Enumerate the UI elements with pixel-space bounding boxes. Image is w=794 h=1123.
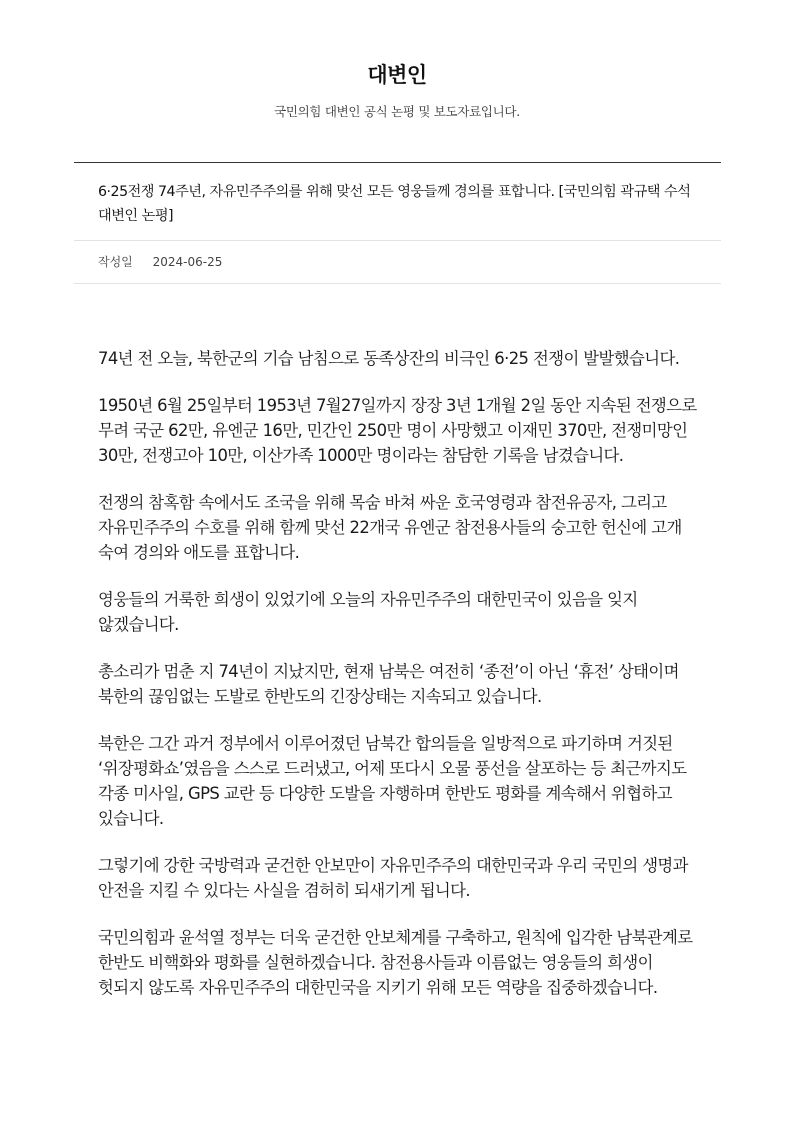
body-paragraph: 74년 전 오늘, 북한군의 기습 남침으로 동족상잔의 비극인 6·25 전쟁이 발발했습니다. — [98, 349, 680, 368]
article-body — [98, 346, 702, 1022]
meta-divider — [74, 283, 721, 284]
date-label: 작성일 — [98, 255, 133, 269]
body-paragraph: 그렇기에 강한 국방력과 굳건한 안보만이 자유민주주의 대한민국과 우리 국민의 생명과 안전을 지킬 수 있다는 사실을 겸허히 되새기게 됩니다. — [98, 856, 688, 900]
body-paragraph: 총소리가 멈춘 지 74년이 지났지만, 현재 남북은 여전히 ‘종전’이 아닌 ‘휴전’ 상태이며 북한의 끊임없는 도발로 한반도의 긴장상태는 지속되고 있습니다. — [98, 662, 679, 706]
body-paragraph: 영웅들의 거룩한 희생이 있었기에 오늘의 자유민주주의 대한민국이 있음을 잊지 않겠습니다. — [98, 590, 638, 634]
header-divider — [74, 162, 721, 163]
article-title: 6·25전쟁 74주년, 자유민주주의를 위해 맞선 모든 영웅들께 경의를 표합니다. [국민의힘 곽규택 수석대변인 논평] — [98, 184, 691, 224]
article-meta — [98, 252, 222, 272]
body-paragraph: 국민의힘과 윤석열 정부는 더욱 굳건한 안보체계를 구축하고, 원칙에 입각한 남북관계로 한반도 비핵화와 평화를 실현하겠습니다. 참전용사들과 이름없는 영웅들의 희생이 헛되지 않도록 자유민주주의 대한민국을 지키기 위해 모든 역량을 집중하겠습니다. — [98, 928, 693, 997]
title-divider — [74, 240, 721, 241]
page-subtitle: 국민의힘 대변인 공식 논평 및 보도자료입니다. — [274, 104, 520, 119]
page-title: 대변인 — [367, 63, 427, 87]
body-paragraph: 1950년 6월 25일부터 1953년 7월27일까지 장장 3년 1개월 2일 동안 지속된 전쟁으로 무려 국군 62만, 유엔군 16만, 민간인 250만 명이 사망했고 이재민 370만, 전쟁미망인 30만, 전쟁고아 10만, 이산가족 1000만 명이라는 참담한 기록을 남겼습니다. — [98, 396, 697, 465]
date-value: 2024-06-25 — [152, 255, 223, 269]
body-paragraph: 북한은 그간 과거 정부에서 이루어졌던 남북간 합의들을 일방적으로 파기하며 거짓된 ‘위장평화쇼’였음을 스스로 드러냈고, 어제 또다시 오물 풍선을 살포하는 등 최근까지도 각종 미사일, GPS 교란 등 다양한 도발을 자행하며 한반도 평화를 계속해서 위협하고 있습니다. — [98, 734, 687, 828]
body-paragraph: 전쟁의 참혹함 속에서도 조국을 위해 목숨 바쳐 싸운 호국영령과 참전유공자, 그리고 자유민주주의 수호를 위해 함께 맞선 22개국 유엔군 참전용사들의 숭고한 헌신에 고개 숙여 경의와 애도를 표합니다. — [98, 493, 682, 562]
